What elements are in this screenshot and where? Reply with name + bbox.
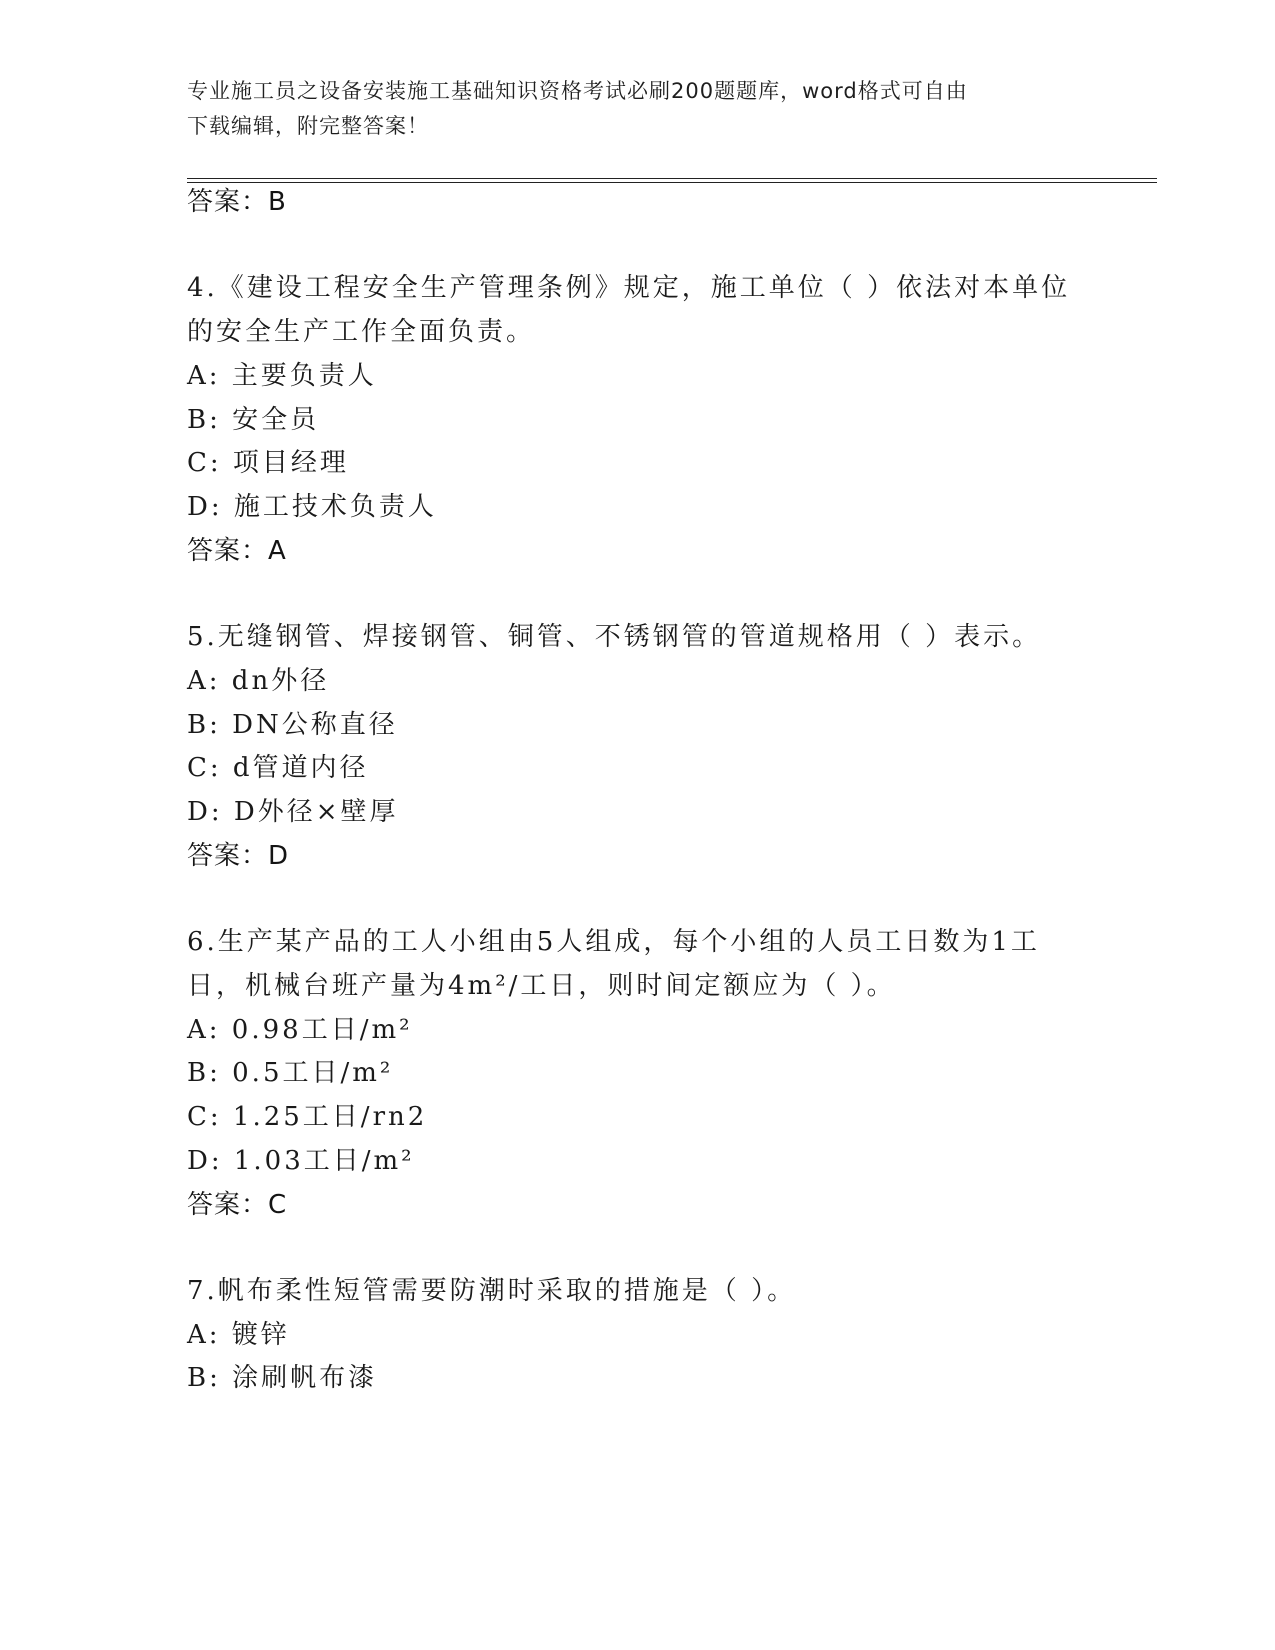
question-5-option-c: C: d管道内径 bbox=[187, 753, 369, 783]
question-6-option-c: C: 1.25工日/rn2 bbox=[187, 1102, 428, 1132]
question-4-option-b: B: 安全员 bbox=[187, 405, 320, 435]
question-7-option-a: A: 镀锌 bbox=[187, 1320, 290, 1350]
question-5-option-b: B: DN公称直径 bbox=[187, 710, 398, 740]
header-line-1: 专业施工员之设备安装施工基础知识资格考试必刷200题题库，word格式可自由 bbox=[187, 79, 968, 103]
question-5-option-a: A: dn外径 bbox=[187, 666, 330, 696]
answer-line: 答案：B bbox=[187, 187, 287, 217]
question-6-option-a: A: 0.98工日/m² bbox=[187, 1015, 413, 1045]
question-4-stem-line-2: 的安全生产工作全面负责。 bbox=[187, 317, 536, 347]
question-6-option-d: D: 1.03工日/m² bbox=[187, 1146, 415, 1176]
header-line-2: 下载编辑，附完整答案！ bbox=[187, 114, 429, 138]
question-4-option-d: D: 施工技术负责人 bbox=[187, 492, 437, 522]
question-7-option-b: B: 涂刷帆布漆 bbox=[187, 1363, 378, 1393]
question-6-stem-line-2: 日，机械台班产量为4m²/工日，则时间定额应为（ ）。 bbox=[187, 971, 896, 1001]
question-4-stem-line-1: 4.《建设工程安全生产管理条例》规定，施工单位（ ）依法对本单位 bbox=[187, 273, 1071, 303]
question-5-option-d: D: D外径×壁厚 bbox=[187, 797, 399, 827]
header-divider bbox=[187, 178, 1157, 183]
question-6-stem-line-1: 6.生产某产品的工人小组由5人组成，每个小组的人员工日数为1工 bbox=[187, 927, 1040, 957]
question-4-option-a: A: 主要负责人 bbox=[187, 361, 377, 391]
question-4-answer: 答案：A bbox=[187, 536, 287, 566]
question-5-answer: 答案：D bbox=[187, 841, 290, 871]
document-header bbox=[187, 74, 1087, 144]
question-4-option-c: C: 项目经理 bbox=[187, 448, 349, 478]
question-7-stem-line-1: 7.帆布柔性短管需要防潮时采取的措施是（ ）。 bbox=[187, 1276, 797, 1306]
question-6-answer: 答案：C bbox=[187, 1190, 288, 1220]
question-6-option-b: B: 0.5工日/m² bbox=[187, 1058, 394, 1088]
question-5-stem-line-1: 5.无缝钢管、焊接钢管、铜管、不锈钢管的管道规格用（ ）表示。 bbox=[187, 622, 1042, 652]
